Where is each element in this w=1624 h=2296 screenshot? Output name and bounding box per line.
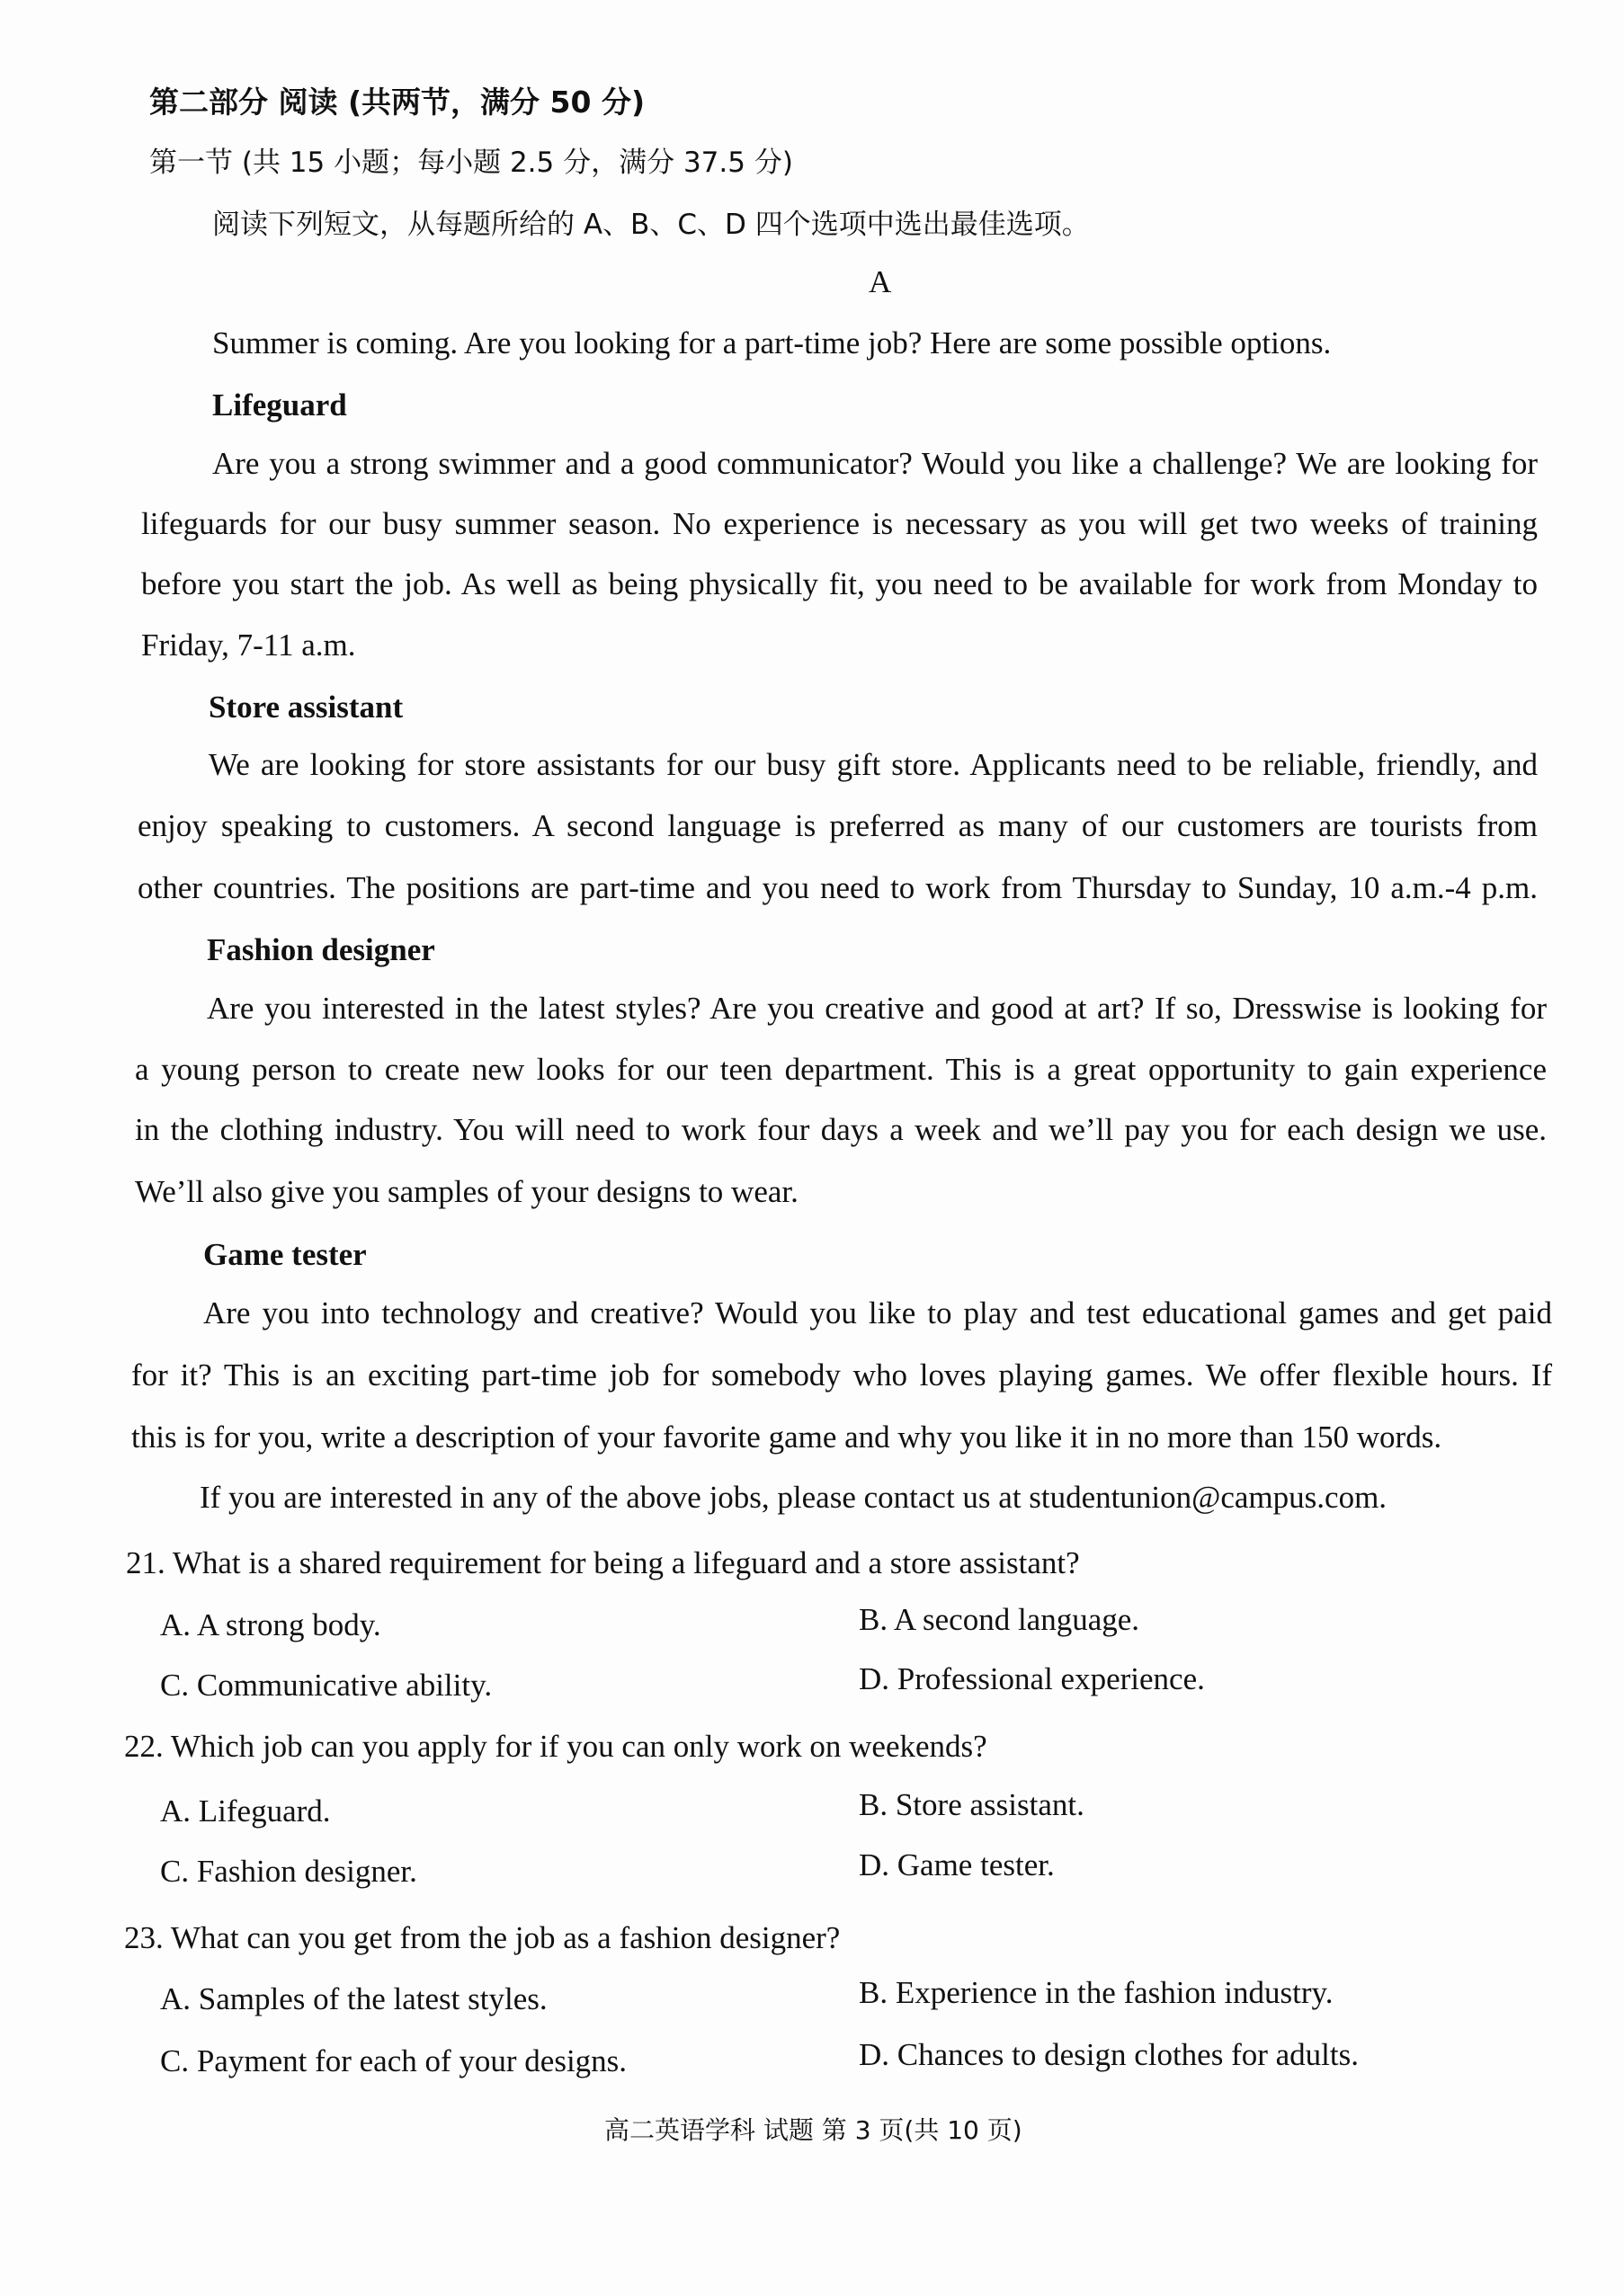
store-line-2: enjoy speaking to customers. A second language is preferred as many of our customers are tourists from	[138, 808, 1538, 843]
question-23-option-b[interactable]: B. Experience in the fashion industry.	[859, 1975, 1334, 2010]
fashion-line-3: in the clothing industry. You will need to work four days a week and we’ll pay you for each design we use.	[135, 1112, 1547, 1147]
store-line-3: other countries. The positions are part-time and you need to work from Thursday to Sunday, 10 a.m.-4 p.m.	[138, 870, 1538, 905]
job-title-lifeguard: Lifeguard	[212, 387, 347, 423]
job-title-game-tester: Game tester	[203, 1237, 367, 1272]
question-22-option-c[interactable]: C. Fashion designer.	[160, 1854, 417, 1889]
question-21-option-d[interactable]: D. Professional experience.	[859, 1661, 1205, 1696]
passage-label: A	[869, 264, 892, 299]
lifeguard-line-4: Friday, 7-11 a.m.	[141, 627, 356, 663]
fashion-line-2: a young person to create new looks for our teen department. This is a great opportunity to gain experience	[135, 1052, 1547, 1087]
question-23-option-c[interactable]: C. Payment for each of your designs.	[160, 2043, 628, 2078]
contact-line: If you are interested in any of the above jobs, please contact us at studentunion@campus.com.	[200, 1480, 1388, 1515]
question-23-option-d[interactable]: D. Chances to design clothes for adults.	[859, 2037, 1360, 2072]
store-line-1: We are looking for store assistants for our busy gift store. Applicants need to be reliable, friendly, and	[209, 747, 1538, 782]
fashion-line-1: Are you interested in the latest styles? Are you creative and good at art? If so, Dresswise is looking for	[207, 991, 1547, 1026]
lifeguard-line-1: Are you a strong swimmer and a good communicator? Would you like a challenge? We are looking for	[212, 446, 1538, 481]
game-line-1: Are you into technology and creative? Would you like to play and test educational games and get paid	[203, 1295, 1552, 1330]
job-title-fashion-designer: Fashion designer	[207, 932, 435, 967]
lifeguard-line-3: before you start the job. As well as being physically fit, you need to be available for work from Monday to	[141, 566, 1538, 601]
game-line-2: for it? This is an exciting part-time job for somebody who loves playing games. We offer flexible hours. If	[131, 1357, 1552, 1393]
question-21-stem: 21. What is a shared requirement for being a lifeguard and a store assistant?	[126, 1545, 1080, 1580]
question-23-option-a[interactable]: A. Samples of the latest styles.	[160, 1981, 548, 2016]
fashion-line-4: We’ll also give you samples of your designs to wear.	[135, 1174, 799, 1209]
question-22-option-a[interactable]: A. Lifeguard.	[160, 1793, 331, 1829]
section-title: 第一节 (共 15 小题；每小题 2.5 分，满分 37.5 分)	[149, 147, 793, 179]
lifeguard-line-2: lifeguards for our busy summer season. No experience is necessary as you will get two weeks of training	[141, 506, 1538, 541]
question-21-option-a[interactable]: A. A strong body.	[160, 1607, 381, 1642]
question-23-stem: 23. What can you get from the job as a fashion designer?	[124, 1920, 841, 1955]
question-22-stem: 22. Which job can you apply for if you can only work on weekends?	[124, 1729, 987, 1764]
passage-intro: Summer is coming. Are you looking for a part-time job? Here are some possible options.	[212, 325, 1332, 360]
question-22-option-d[interactable]: D. Game tester.	[859, 1847, 1055, 1882]
question-21-option-c[interactable]: C. Communicative ability.	[160, 1668, 493, 1703]
page-footer: 高二英语学科 试题 第 3 页(共 10 页)	[604, 2115, 1022, 2145]
instructions: 阅读下列短文，从每题所给的 A、B、C、D 四个选项中选出最佳选项。	[212, 209, 1090, 241]
job-title-store-assistant: Store assistant	[209, 690, 404, 725]
question-22-option-b[interactable]: B. Store assistant.	[859, 1787, 1084, 1822]
question-21-option-b[interactable]: B. A second language.	[859, 1602, 1140, 1637]
game-line-3: this is for you, write a description of your favorite game and why you like it in no more than 150 words.	[131, 1419, 1442, 1455]
part-title: 第二部分 阅读 (共两节，满分 50 分)	[149, 85, 646, 120]
